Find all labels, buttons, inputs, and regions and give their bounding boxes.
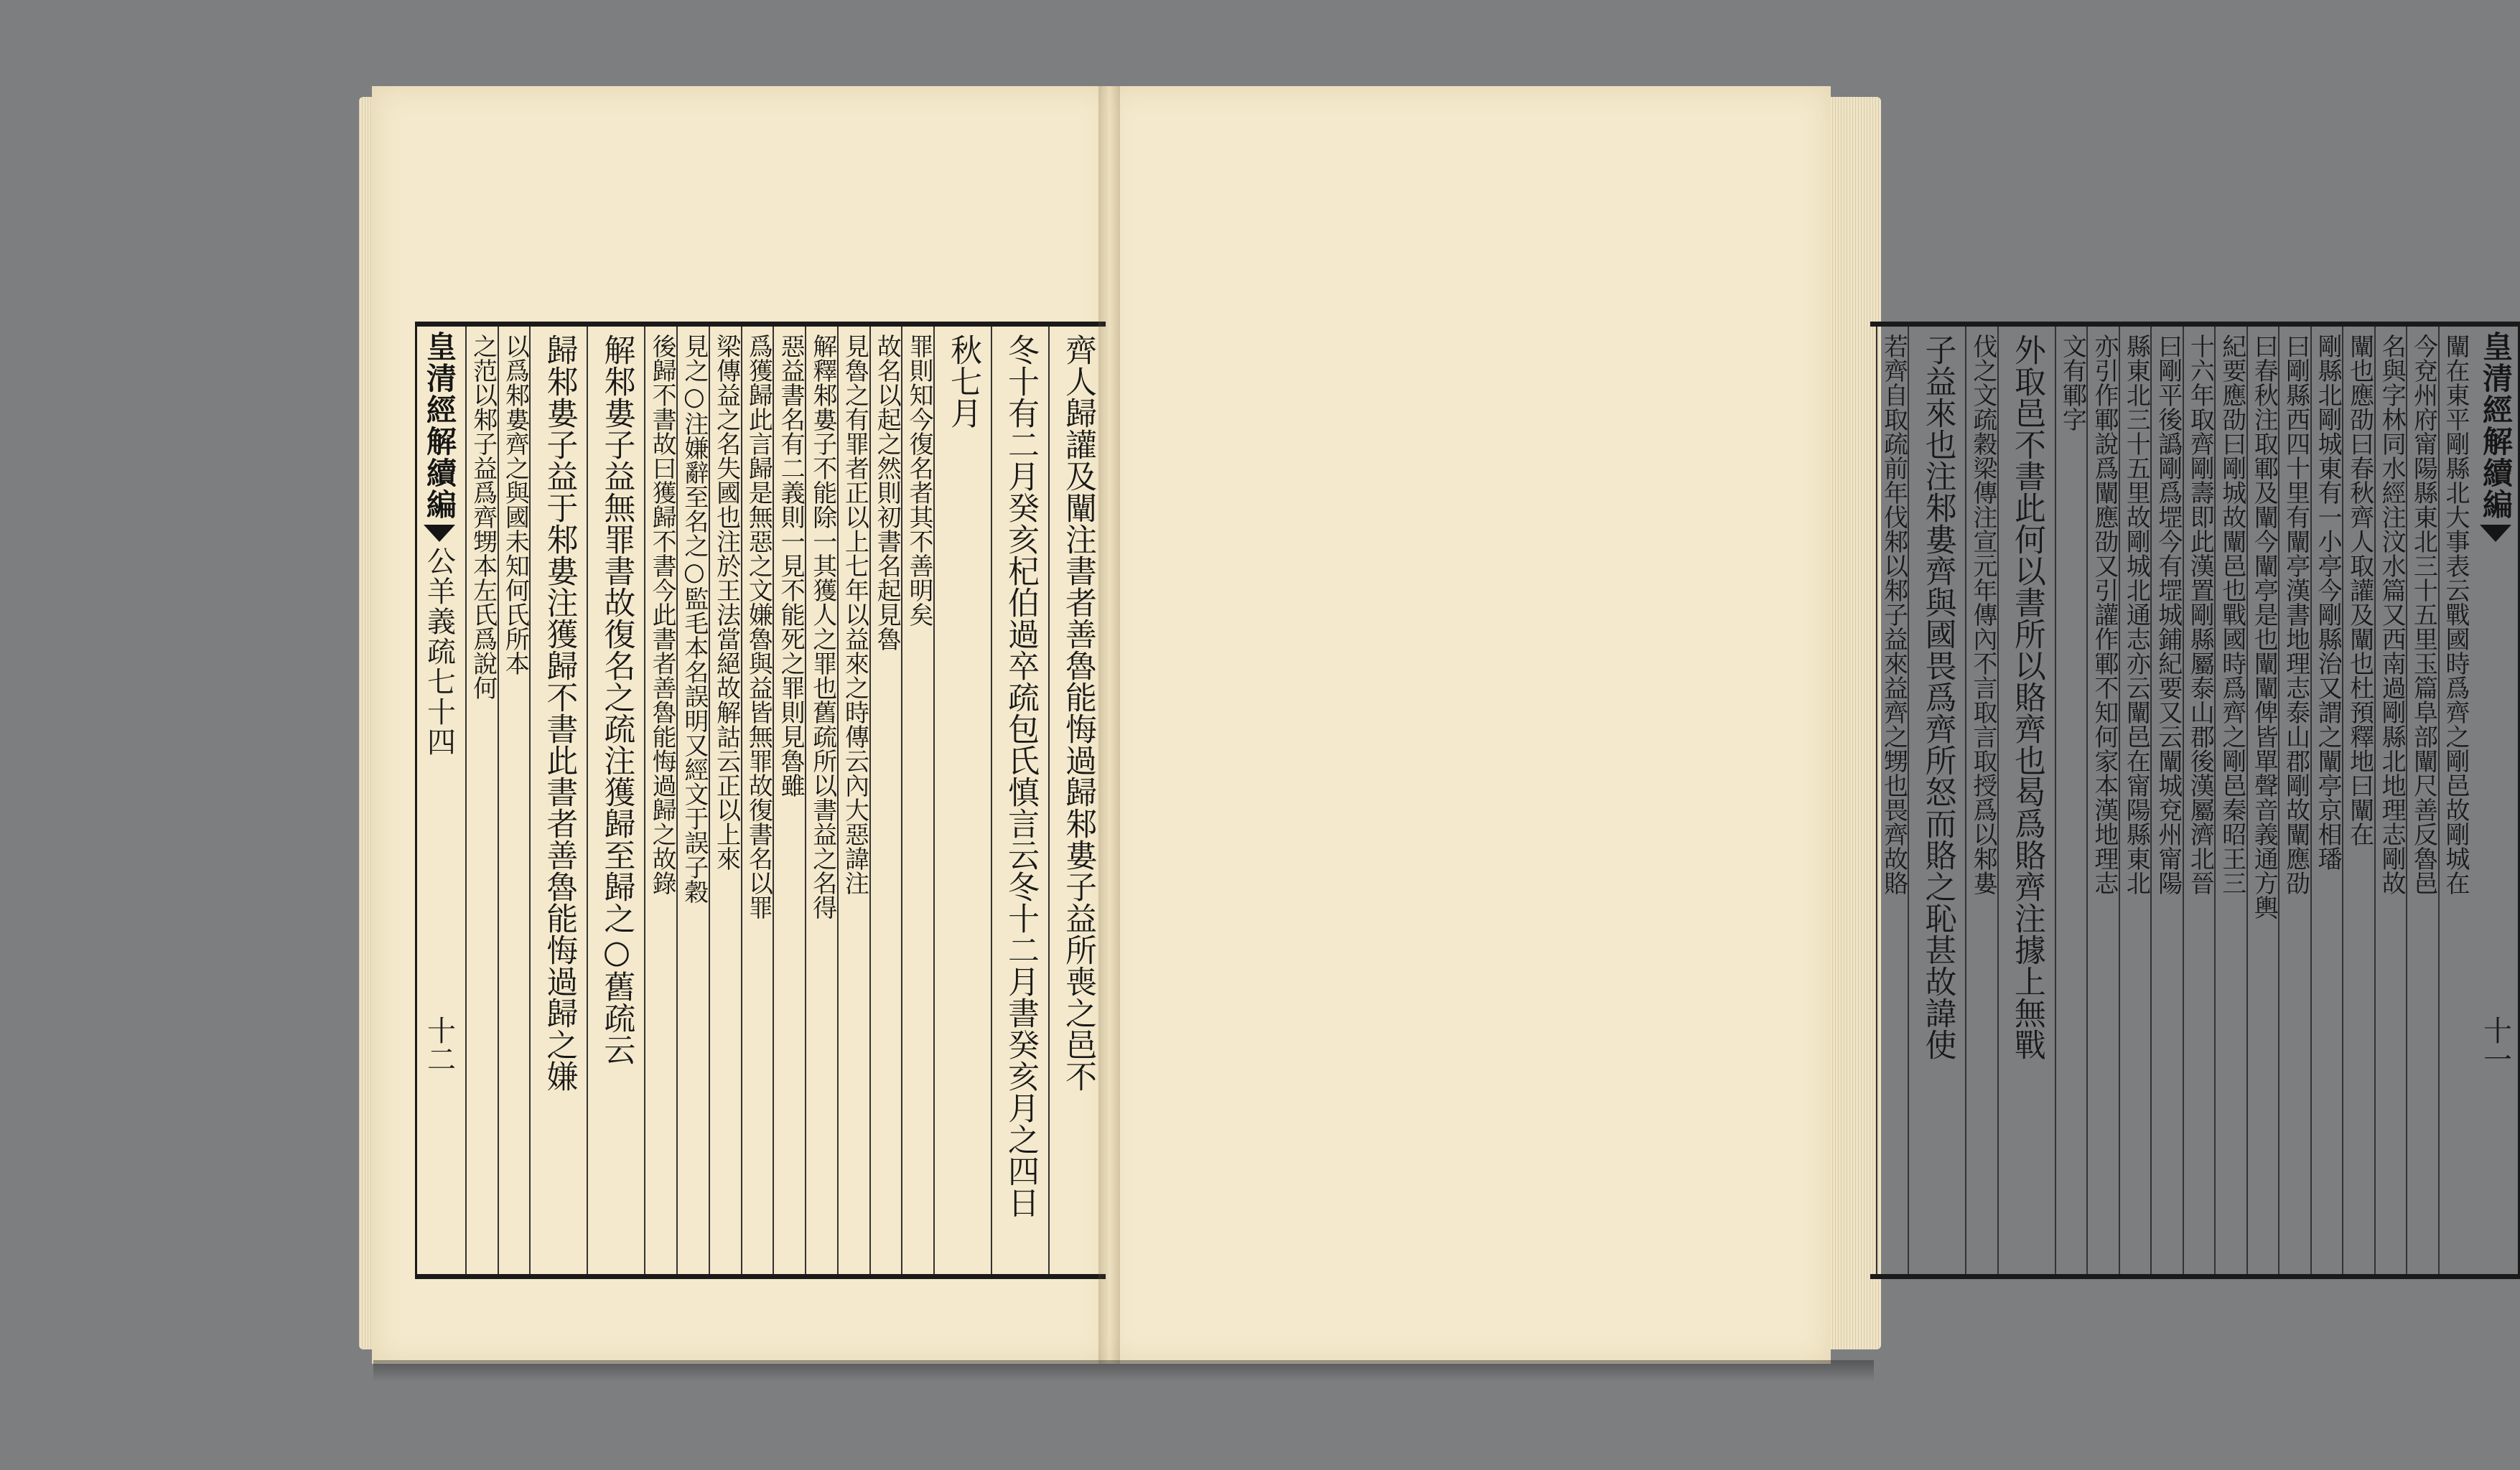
banxin-section: 公羊義疏七十四 — [422, 546, 456, 757]
main-text-column: 齊人歸讙及闡注書者善魯能悔過歸邾婁子益所喪之邑不 — [1048, 327, 1106, 1274]
commentary-column: 文有鄆字 — [2055, 327, 2086, 1274]
commentary-column: 紀要應劭曰剛城故闡邑也戰國時爲齊之剛邑秦昭王三 — [2214, 327, 2246, 1274]
commentary-column: 伐之文疏穀梁傳注宣元年傳內不言取言取授爲以邾婁 — [1965, 327, 1997, 1274]
left-page-banxin — [415, 327, 462, 1274]
main-text-column: 秋七月 — [933, 327, 991, 1274]
main-text-column: 外取邑不書此何以書所以賂齊也曷爲賂齊注據上無戰 — [1997, 327, 2055, 1274]
commentary-column: 亦引作鄆說爲闡應劭又引讙作鄆不知何家本漢地理志 — [2086, 327, 2118, 1274]
right-page-banxin — [2473, 327, 2520, 1274]
right-text-block — [1870, 322, 2520, 1279]
main-text-column: 歸邾婁子益于邾婁注獲歸不書此書者善魯能悔過歸之嫌 — [529, 327, 587, 1274]
left-text-columns — [465, 327, 1106, 1274]
page-number: 十二 — [422, 1016, 456, 1073]
right-page — [1106, 86, 2514, 1364]
commentary-column: 見魯之有罪者正以上七年以益來之時傳云內大惡諱注 — [837, 327, 869, 1274]
commentary-column: 見之○注嫌辭至名之○監毛本名誤明又經文于誤子穀 — [676, 327, 709, 1274]
book-shadow — [373, 1360, 1874, 1382]
commentary-column: 名與字林同水經注汶水篇又西南過剛縣北地理志剛故 — [2374, 327, 2406, 1274]
main-text-column: 子益來也注邾婁齊與國畏爲齊所怒而賂之恥甚故諱使 — [1908, 327, 1965, 1274]
commentary-column: 曰剛平後譌剛爲堽今有堽城鋪紀要又云闡城兗州甯陽 — [2150, 327, 2182, 1274]
left-text-block — [415, 322, 1111, 1279]
commentary-column: 若齊自取疏前年伐邾以邾子益來益齊之甥也畏齊故賂 — [1876, 327, 1908, 1274]
commentary-column: 今兗州府甯陽縣東北三十五里玉篇阜部闡尺善反魯邑 — [2406, 327, 2437, 1274]
left-page — [372, 86, 1111, 1364]
commentary-column: 後歸不書故曰獲歸不書今此書者善魯能悔過歸之故錄 — [644, 327, 676, 1274]
book-gutter — [1098, 86, 1120, 1364]
page-number: 十一 — [2478, 1016, 2512, 1073]
commentary-column: 故名以起之然則初書名起見魯 — [869, 327, 902, 1274]
commentary-column: 剛縣北剛城東有一小亭今剛縣治又謂之闡亭京相璠 — [2310, 327, 2342, 1274]
fishtail-icon — [424, 525, 455, 542]
banxin-title: 皇清經解續編 — [2478, 331, 2514, 520]
commentary-column: 闡也應劭曰春秋齊人取讙及闡也杜預釋地曰闡在 — [2342, 327, 2374, 1274]
open-book — [359, 83, 2514, 1375]
commentary-column: 以爲邾婁齊之與國未知何氏所本 — [498, 327, 530, 1274]
commentary-column: 罪則知今復名者其不善明矣 — [901, 327, 933, 1274]
commentary-column: 縣東北三十五里故剛城北通志亦云闡邑在甯陽縣東北 — [2119, 327, 2150, 1274]
commentary-column: 爲獲歸此言歸是無惡之文嫌魯與益皆無罪故復書名以罪 — [741, 327, 773, 1274]
commentary-column: 闡在東平剛縣北大事表云戰國時爲齊之剛邑故剛城在 — [2438, 327, 2470, 1274]
main-text-column: 冬十有二月癸亥杞伯過卒疏包氏慎言云冬十二月書癸亥月之四日 — [991, 327, 1048, 1274]
commentary-column: 惡益書名有二義則一見不能死之罪則見魯雖 — [773, 327, 805, 1274]
commentary-column: 之范以邾子益爲齊甥本左氏爲說何 — [465, 327, 498, 1274]
commentary-column: 曰剛縣西四十里有闡亭漢書地理志泰山郡剛故闡應劭 — [2278, 327, 2310, 1274]
commentary-column: 曰春秋注取鄆及闡今闡亭是也闡闡俾皆單聲音義通方輿 — [2246, 327, 2278, 1274]
commentary-column: 解釋邾婁子不能除一其獲人之罪也舊疏所以書益之名得 — [805, 327, 837, 1274]
commentary-column: 梁傳益之名失國也注於王法當絕故解詁云正以上來 — [709, 327, 741, 1274]
banxin-title: 皇清經解續編 — [422, 331, 457, 520]
fishtail-icon — [2480, 525, 2511, 542]
main-text-column: 解邾婁子益無罪書故復名之疏注獲歸至歸之○舊疏云 — [587, 327, 644, 1274]
commentary-column: 十六年取齊剛壽即此漢置剛縣屬泰山郡後漢屬濟北晉 — [2183, 327, 2214, 1274]
right-text-columns — [1876, 327, 2470, 1274]
